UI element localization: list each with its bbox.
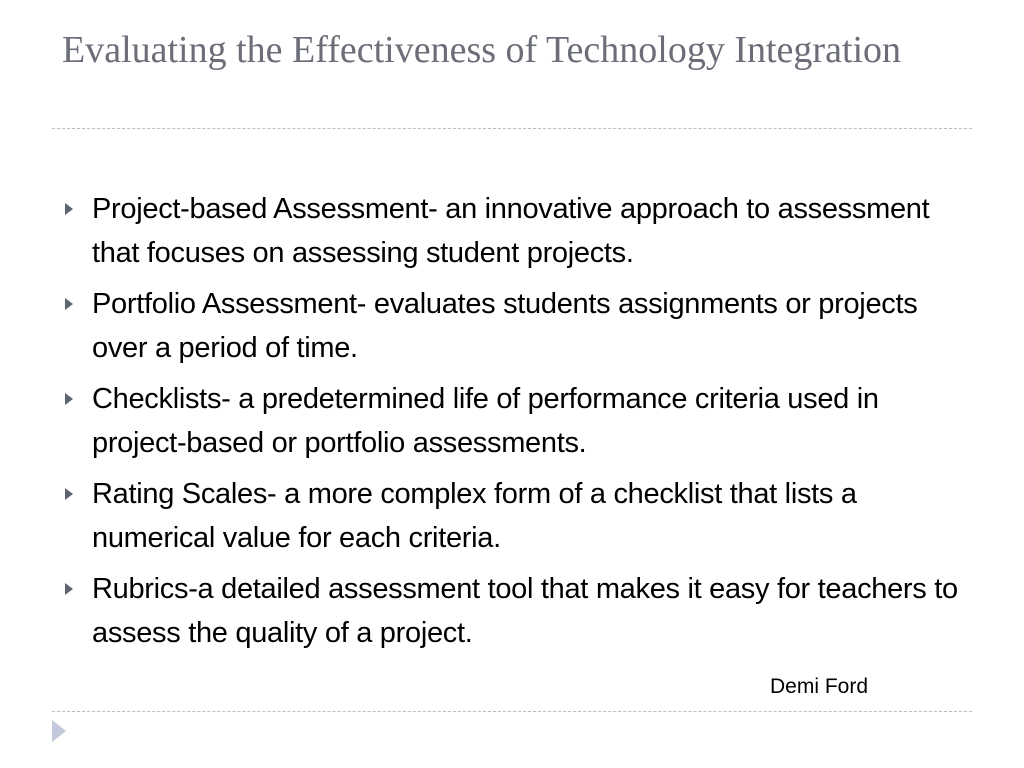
triangle-bullet-icon xyxy=(65,488,73,500)
bullet-text: Portfolio Assessment- evaluates students assignments or projects over a period of time. xyxy=(92,288,918,364)
footer-divider xyxy=(52,711,972,712)
bullet-text: Project-based Assessment- an innovative approach to assessment that focuses on assessing student projects. xyxy=(92,193,930,269)
bullet-item xyxy=(62,377,962,465)
bullet-list xyxy=(62,187,962,662)
triangle-bullet-icon xyxy=(65,298,73,310)
author-name: Demi Ford xyxy=(770,675,869,698)
bullet-item xyxy=(62,282,962,370)
title-divider xyxy=(52,128,972,129)
triangle-bullet-icon xyxy=(65,583,73,595)
triangle-bullet-icon xyxy=(65,393,73,405)
slide-title: Evaluating the Effectiveness of Technology Integration xyxy=(62,29,902,71)
bullet-item xyxy=(62,472,962,560)
bullet-text: Rubrics-a detailed assessment tool that makes it easy for teachers to assess the quality of a project. xyxy=(92,573,958,649)
triangle-bullet-icon xyxy=(65,203,73,215)
footer-triangle-icon xyxy=(52,720,66,742)
bullet-item xyxy=(62,187,962,275)
bullet-text: Checklists- a predetermined life of performance criteria used in project-based or portfolio assessments. xyxy=(92,383,879,459)
bullet-item xyxy=(62,567,962,655)
bullet-text: Rating Scales- a more complex form of a checklist that lists a numerical value for each criteria. xyxy=(92,478,857,554)
